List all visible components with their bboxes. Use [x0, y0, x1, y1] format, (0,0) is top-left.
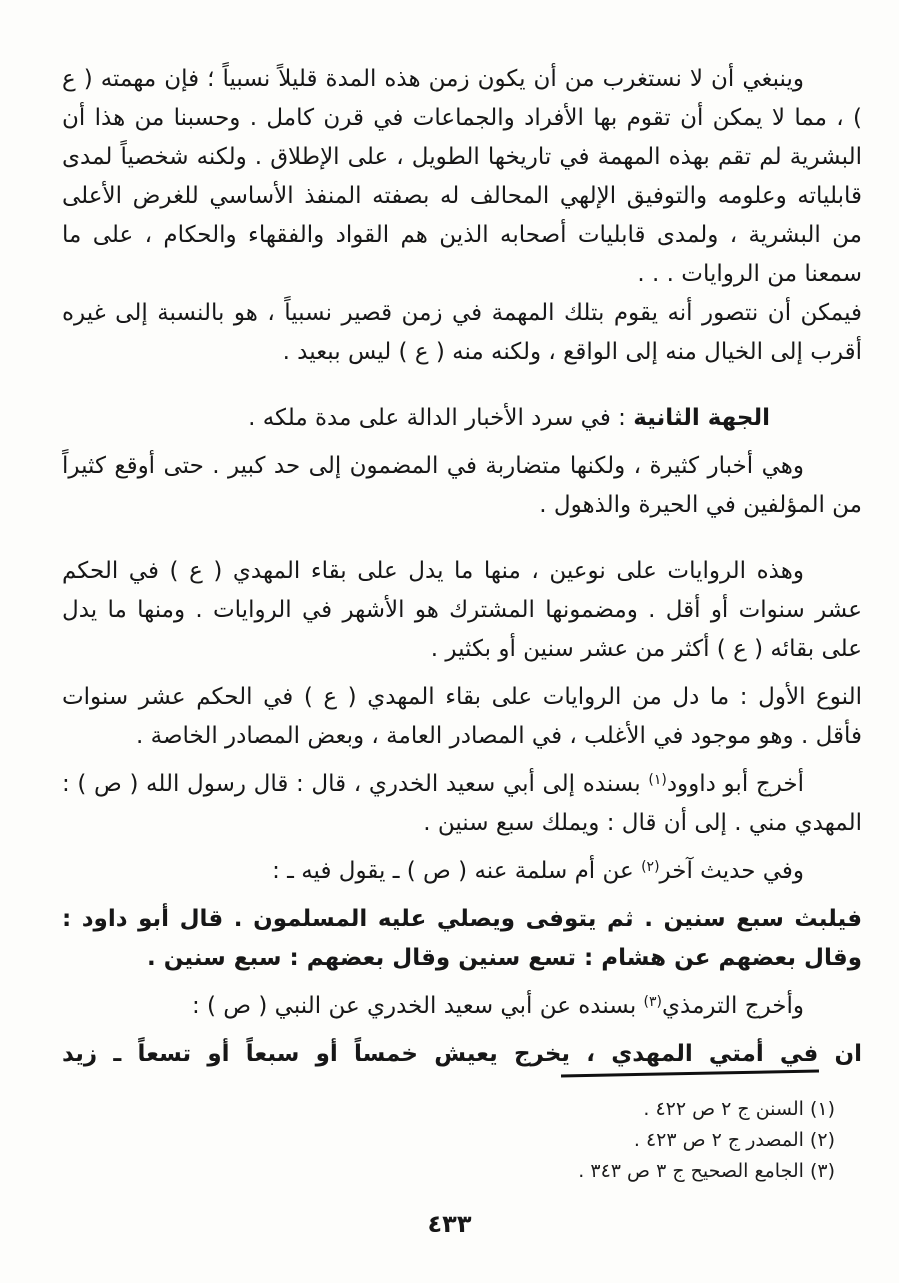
hadith-quote-1: فيلبث سبع سنين . ثم يتوفى ويصلي عليه المسلمون . قال أبو داود : وقال بعضهم عن هشام : تسع سنين وقال بعضهم : سبع سنين . — [62, 906, 862, 971]
paragraph-2: فيمكن أن نتصور أنه يقوم بتلك المهمة في زمن قصير نسبياً ، هو بالنسبة إلى غيره أقرب إلى الخيال منه إلى الواقع ، ولكنه منه ( ع ) ليس ببعيد . — [62, 300, 862, 365]
paragraph-3: وهي أخبار كثيرة ، ولكنها متضاربة في المضمون إلى حد كبير . حتى أوقع كثيراً من المؤلفين في الحيرة والذهول . — [62, 453, 862, 518]
paragraph-4: وهذه الروايات على نوعين ، منها ما يدل على بقاء المهدي ( ع ) في الحكم عشر سنوات أو أقل . ومضمونها المشترك هو الأشهر في الروايات . ومنها ما يدل على بقائه ( ع ) أكثر من عشر سنين أو بكثير . — [62, 558, 862, 662]
section-heading-rest: : في سرد الأخبار الدالة على مدة ملكه . — [248, 405, 634, 431]
hadith-quote-2: ان في أمتي المهدي ، يخرج يعيش خمساً أو سبعاً أو تسعاً ـ زيد — [62, 1041, 862, 1067]
footnote-ref-1: (١) — [648, 772, 667, 788]
footnote-ref-2: (٢) — [641, 859, 660, 875]
paragraph-8 — [62, 987, 862, 1026]
paragraph-6 — [62, 765, 862, 843]
footnote-ref-3: (٣) — [643, 994, 662, 1010]
paragraph-7-text: وفي حديث آخر — [659, 858, 804, 884]
paragraph-7 — [62, 852, 862, 891]
footnote-item-2: (٢) المصدر ج ٢ ص ٤٢٣ . — [633, 1129, 835, 1151]
text-column — [62, 60, 862, 1074]
paragraph-5: النوع الأول : ما دل من الروايات على بقاء المهدي ( ع ) في الحكم عشر سنوات فأقل . وهو موجود في الأغلب ، في المصادر العامة ، وبعض المصادر الخاصة . — [62, 684, 862, 749]
paragraph-8-text: وأخرج الترمذي — [662, 993, 804, 1019]
paragraph-6-text: أخرج أبو داوود — [666, 771, 804, 797]
footnote-list — [578, 1094, 835, 1187]
paragraph-1: وينبغي أن لا نستغرب من أن يكون زمن هذه المدة قليلاً نسبياً ؛ فإن مهمته ( ع ) ، مما لا يمكن أن تقوم بها الأفراد والجماعات في قرن كامل . وحسبنا من هذا أن البشرية لم تقم بهذه المهمة في تاريخها الطويل ، على الإطلاق . ولكنه شخصياً لمدى قابلياته وعلومه والتوفيق الإلهي المحالف له بصفته المنفذ الأساسي للغرض الأعلى من البشرية ، ولمدى قابليات أصحابه الذين هم القواد والفقهاء والحكام ، على ما سمعنا من الروايات . . . — [62, 66, 862, 287]
section-heading-label: الجهة الثانية — [633, 405, 770, 431]
paragraph-6-text-after: بسنده إلى أبي سعيد الخدري ، قال : قال رسول الله ( ص ) : المهدي مني . إلى أن قال : ويملك سبع سنين . — [62, 771, 862, 836]
footnote-item-1: (١) السنن ج ٢ ص ٤٢٢ . — [643, 1098, 835, 1120]
page-number: ٤٣٣ — [427, 1210, 472, 1238]
section-heading — [62, 399, 862, 438]
paragraph-7-text-after: عن أم سلمة عنه ( ص ) ـ يقول فيه ـ : — [272, 858, 642, 884]
paragraph-8-text-after: بسنده عن أبي سعيد الخدري عن النبي ( ص ) : — [191, 993, 644, 1019]
footnote-item-3: (٣) الجامع الصحيح ج ٣ ص ٣٤٣ . — [578, 1160, 835, 1182]
